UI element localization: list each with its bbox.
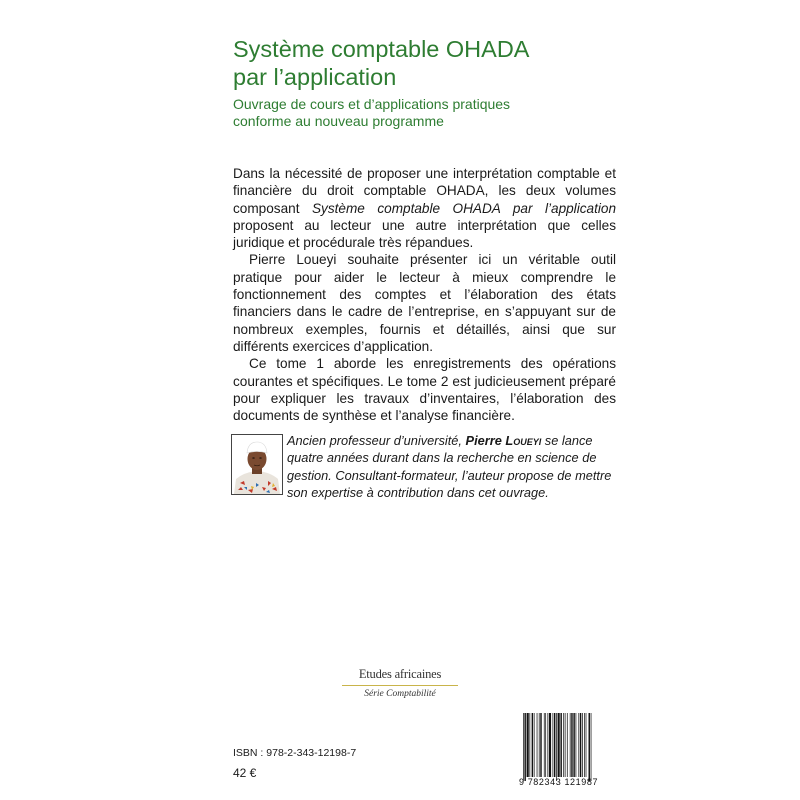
barcode-bar bbox=[556, 713, 557, 781]
collection-name: Etudes africaines bbox=[358, 667, 442, 681]
blurb-paragraph-3: Ce tome 1 aborde les enregistrements des opérations courantes et spécifiques. Le tome 2 est judicieusement préparé pour expliquer les travaux d’inventaires, l’élaboration des documents de synthèse et l’analyse financière. bbox=[233, 356, 616, 424]
author-bio-text-end: se lance quatre années durant dans la recherche en science de gestion. Consultant-formateur, l’auteur propose de mettre son expertise à contribution dans cet ouvrage. bbox=[287, 433, 612, 500]
barcode-bar bbox=[553, 713, 554, 777]
barcode-bar bbox=[558, 713, 560, 777]
barcode-bar bbox=[565, 713, 566, 777]
barcode-bar bbox=[540, 713, 541, 777]
barcode-bar bbox=[539, 713, 540, 777]
blurb-paragraph-2: Pierre Loueyi souhaite présenter ici un véritable outil pratique pour aider le lecteur à mieux comprendre le fonctionnement des comptes et l’élaboration des états financiers dans le cadre de l’entreprise, en s’appuyant sur de nombreux exemples, fournis et détaillés, ainsi que sur différents exercices d’application. bbox=[233, 252, 616, 354]
series-name: Série Comptabilité bbox=[364, 689, 436, 699]
barcode-bar bbox=[544, 713, 545, 777]
book-subtitle-line-1: Ouvrage de cours et d’applications pratiques bbox=[233, 96, 511, 112]
barcode-bar bbox=[563, 713, 564, 777]
barcode-bar bbox=[582, 713, 583, 777]
book-title bbox=[233, 35, 653, 91]
barcode-bar bbox=[584, 713, 585, 777]
barcode-bar bbox=[549, 713, 551, 777]
book-title-line-2: par l’application bbox=[233, 64, 397, 90]
barcode-bar bbox=[537, 713, 538, 777]
barcode-bar bbox=[524, 713, 525, 781]
price: 42 € bbox=[233, 766, 257, 780]
barcode-bar bbox=[586, 713, 587, 777]
collection-divider bbox=[342, 685, 458, 686]
author-photo bbox=[231, 434, 283, 495]
barcode-bar bbox=[580, 713, 581, 777]
barcode-bar bbox=[573, 713, 574, 777]
barcode-bar bbox=[527, 713, 529, 777]
barcode-bar bbox=[567, 713, 568, 777]
book-subtitle bbox=[233, 96, 653, 130]
book-title-line-1: Système comptable OHADA bbox=[233, 36, 530, 62]
blurb-paragraph-1 bbox=[233, 165, 616, 251]
barcode-bar bbox=[554, 713, 555, 777]
collection-label bbox=[340, 667, 460, 699]
author-last-name: Loueyi bbox=[505, 433, 542, 448]
barcode-bar bbox=[532, 713, 533, 777]
blurb bbox=[233, 165, 616, 424]
book-subtitle-line-2: conforme au nouveau programme bbox=[233, 113, 444, 129]
author-portrait-image bbox=[232, 435, 282, 494]
barcode-bar bbox=[523, 713, 524, 781]
barcode-bar bbox=[578, 713, 579, 777]
blurb-p1-text-end: proposent au lecteur une autre interprétation que celles juridique et procédurale très répandues. bbox=[233, 217, 616, 251]
isbn: ISBN : 978-2-343-12198-7 bbox=[233, 747, 357, 759]
blurb-p1-book-title: Système comptable OHADA par l’application bbox=[311, 200, 616, 216]
author-bio-text-start: Ancien professeur d’université, bbox=[287, 433, 466, 448]
barcode-bar bbox=[545, 713, 546, 777]
blurb-p1-text-start: Dans la nécessité de proposer une interprétation comptable et financière du droit comptable OHADA, les deux volumes composant bbox=[233, 166, 616, 216]
author-bio bbox=[287, 432, 617, 501]
author-first-name: Pierre bbox=[465, 433, 502, 448]
barcode-bar bbox=[591, 713, 592, 781]
barcode-bar bbox=[570, 713, 571, 777]
barcode-bar bbox=[534, 713, 535, 777]
barcode-bar bbox=[571, 713, 572, 777]
barcode-bar bbox=[529, 713, 530, 777]
barcode-bar bbox=[589, 713, 590, 781]
barcode-digits: 9 782343 121987 bbox=[519, 777, 599, 787]
barcode-bar bbox=[547, 713, 548, 777]
barcode-bar bbox=[576, 713, 577, 777]
barcode-bar bbox=[560, 713, 561, 777]
